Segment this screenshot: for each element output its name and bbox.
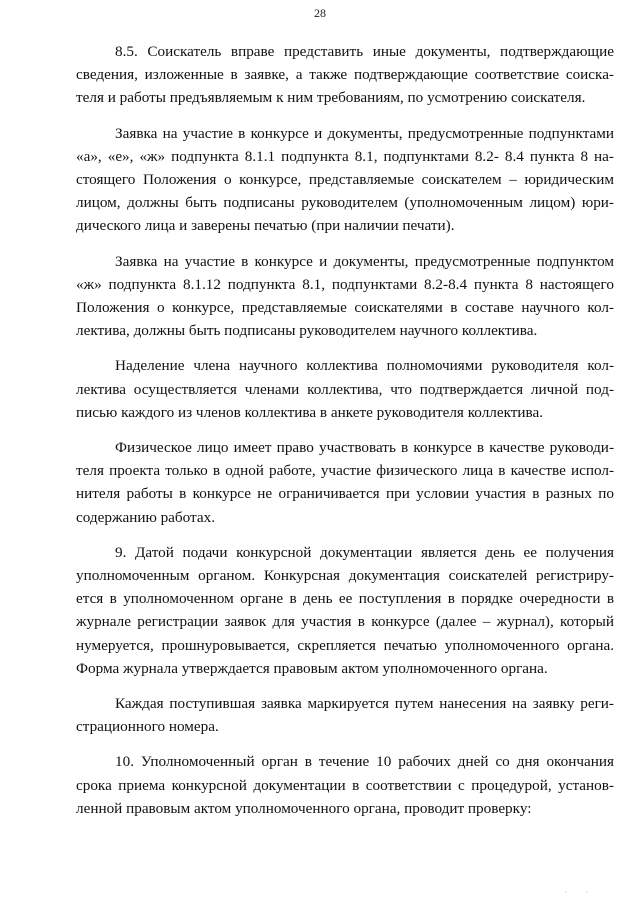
text-line: журнале регистрации заявок для участия в конкурсе (далее – журнал), который xyxy=(76,613,614,631)
text-line: стоящего Положения о конкурсе, представляемые соискателем – юридическим xyxy=(76,171,614,189)
paragraph-registration-number xyxy=(76,692,614,738)
text-line: 8.5. Соискатель вправе представить иные документы, подтверждающие xyxy=(115,43,614,60)
text-line: «а», «е», «ж» подпункта 8.1.1 подпункта 8.1, подпунктами 8.2- 8.4 пункта 8 на- xyxy=(76,147,614,165)
document-body xyxy=(76,40,614,832)
text-line: лектива осуществляется членами коллектива, что подтверждается личной под- xyxy=(76,380,614,398)
text-line: содержанию работах. xyxy=(76,508,216,526)
paragraph-leader-authority xyxy=(76,354,614,424)
page-number: 28 xyxy=(314,6,326,20)
text-line: сведения, изложенные в заявке, а также подтверждающие соответствие соиска- xyxy=(76,66,614,84)
text-line: Каждая поступившая заявка маркируется путем нанесения на заявку реги- xyxy=(115,695,614,713)
text-line: нумеруется, прошнуровывается, скрепляется печатью уполномоченного органа. xyxy=(76,636,614,654)
paragraph-8-5 xyxy=(76,40,614,110)
text-line: нителя работы в конкурсе не ограничивается при условии участия в разных по xyxy=(76,485,614,503)
text-line: Заявка на участие в конкурсе и документы, предусмотренные подпунктами xyxy=(115,124,614,142)
text-line: Заявка на участие в конкурсе и документы, предусмотренные подпунктом xyxy=(115,252,614,270)
text-line: уполномоченным органом. Конкурсная документация соискателей регистриру- xyxy=(76,567,614,585)
text-line: теля и работы предъявляемым к ним требованиям, по усмотрению соискателя. xyxy=(76,89,586,107)
paragraph-10 xyxy=(76,750,614,820)
text-line: теля проекта только в одной работе, участие физического лица в качестве испол- xyxy=(76,462,614,480)
text-line: страционного номера. xyxy=(76,718,219,736)
text-line: Наделение члена научного коллектива полномочиями руководителя кол- xyxy=(115,357,614,375)
paragraph-legal-entity-signature xyxy=(76,122,614,238)
text-line: срока приема конкурсной документации в соответствии с процедурой, установ- xyxy=(76,776,614,794)
text-line: Форма журнала утверждается правовым актом уполномоченного органа. xyxy=(76,659,548,677)
text-line: 10. Уполномоченный орган в течение 10 рабочих дней со дня окончания xyxy=(115,753,614,771)
scan-mark: · · xyxy=(564,888,596,897)
text-line: Положения о конкурсе, представляемые соискателями в составе научного кол- xyxy=(76,299,614,317)
text-line: лицом, должны быть подписаны руководителем (уполномоченным лицом) юри- xyxy=(76,194,614,212)
text-line: «ж» подпункта 8.1.12 подпункта 8.1, подпунктами 8.2-8.4 пункта 8 настоящего xyxy=(76,275,614,293)
text-line: писью каждого из членов коллектива в анкете руководителя коллектива. xyxy=(76,403,544,421)
text-line: лектива, должны быть подписаны руководителем научного коллектива. xyxy=(76,322,538,340)
text-line: ленной правовым актом уполномоченного органа, проводит проверку: xyxy=(76,799,532,817)
paragraph-collective-signature xyxy=(76,250,614,343)
text-line: Физическое лицо имеет право участвовать в конкурсе в качестве руководи- xyxy=(115,439,614,457)
paragraph-9 xyxy=(76,541,614,680)
paragraph-individual-participation xyxy=(76,436,614,529)
text-line: 9. Датой подачи конкурсной документации является день ее получения xyxy=(115,543,614,561)
text-line: ется в уполномоченном органе в день ее поступления в порядке очередности в xyxy=(76,590,614,608)
text-line: дического лица и заверены печатью (при наличии печати). xyxy=(76,217,455,235)
